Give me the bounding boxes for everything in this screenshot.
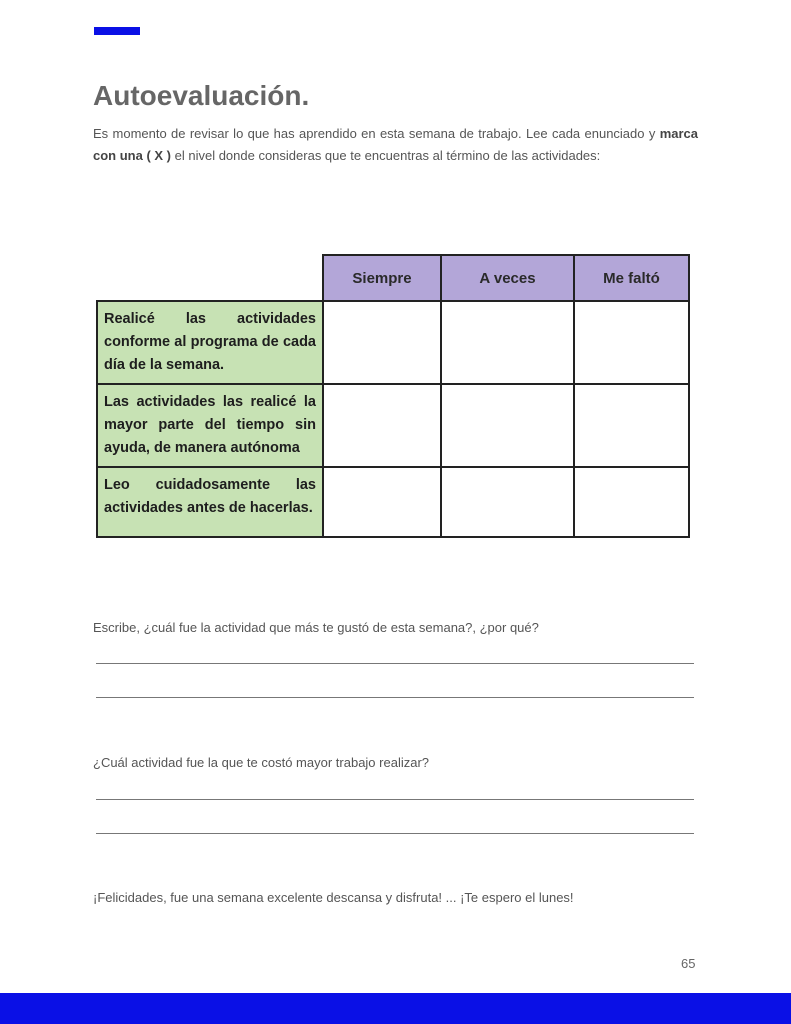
footer-band [0, 993, 791, 1024]
column-header-a-veces: A veces [441, 255, 574, 301]
page-number: 65 [681, 956, 696, 971]
mark-cell-a-veces[interactable] [441, 467, 574, 537]
answer-line[interactable] [96, 799, 694, 800]
answer-line[interactable] [96, 833, 694, 834]
question-hardest-activity: ¿Cuál actividad fue la que te costó mayor trabajo realizar? [93, 755, 430, 770]
header-empty-corner [97, 255, 323, 301]
intro-text-start: Es momento de revisar lo que has aprendido en esta semana de trabajo. Lee cada enunciado y [93, 126, 660, 141]
table-header-row [97, 255, 689, 301]
closing-message: ¡Felicidades, fue una semana excelente descansa y disfruta! ... ¡Te espero el lunes! [93, 890, 574, 905]
column-header-me-falto: Me faltó [574, 255, 689, 301]
mark-cell-siempre[interactable] [323, 467, 441, 537]
statement-cell: Realicé las actividades conforme al programa de cada día de la semana. [97, 301, 323, 384]
statement-cell: Leo cuidadosamente las actividades antes de hacerlas. [97, 467, 323, 537]
answer-line[interactable] [96, 697, 694, 698]
mark-cell-a-veces[interactable] [441, 384, 574, 467]
intro-bold-instruction: marca con una ( X ) [93, 126, 698, 163]
table-row [97, 301, 689, 384]
mark-cell-a-veces[interactable] [441, 301, 574, 384]
mark-cell-me-falto[interactable] [574, 467, 689, 537]
accent-bar-top [94, 27, 140, 35]
question-favorite-activity: Escribe, ¿cuál fue la actividad que más te gustó de esta semana?, ¿por qué? [93, 620, 539, 635]
statement-cell: Las actividades las realicé la mayor parte del tiempo sin ayuda, de manera autónoma [97, 384, 323, 467]
mark-cell-siempre[interactable] [323, 384, 441, 467]
column-header-siempre: Siempre [323, 255, 441, 301]
intro-text-end: el nivel donde consideras que te encuentras al término de las actividades: [171, 148, 601, 163]
table-row [97, 384, 689, 467]
self-evaluation-table [96, 254, 690, 538]
page-title: Autoevaluación. [93, 80, 310, 111]
intro-paragraph [93, 123, 698, 167]
mark-cell-me-falto[interactable] [574, 301, 689, 384]
mark-cell-siempre[interactable] [323, 301, 441, 384]
answer-line[interactable] [96, 663, 694, 664]
table-row [97, 467, 689, 537]
mark-cell-me-falto[interactable] [574, 384, 689, 467]
